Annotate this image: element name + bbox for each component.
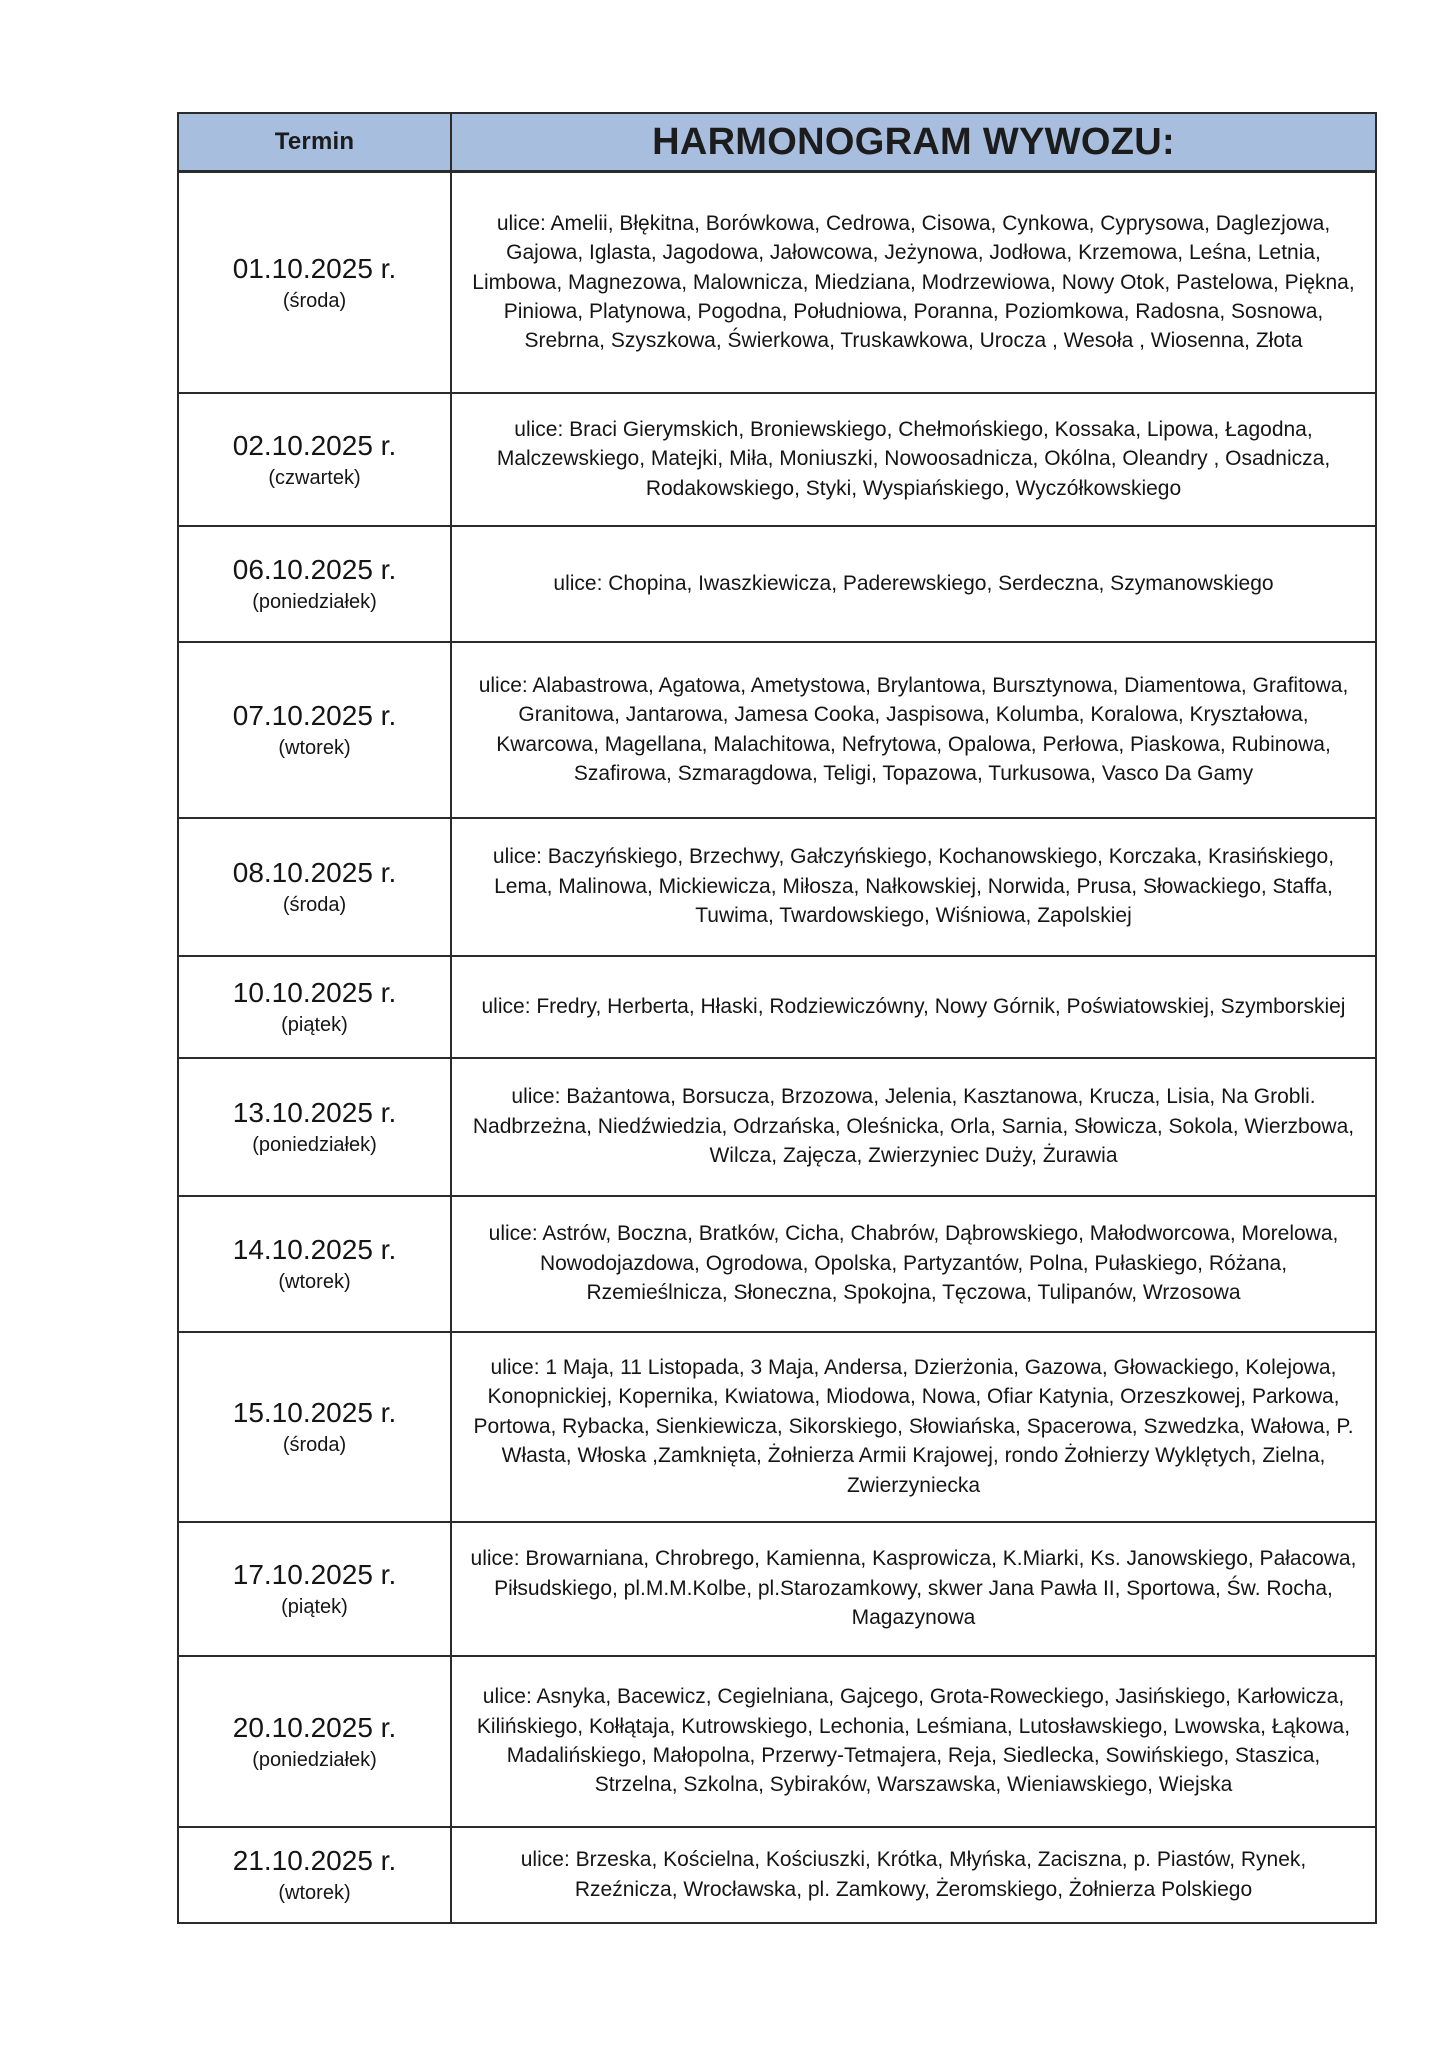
- collection-date: 07.10.2025 r.: [232, 700, 397, 731]
- weekday-label: (środa): [282, 894, 347, 916]
- collection-date: 02.10.2025 r.: [232, 429, 397, 461]
- weekday-label: (środa): [282, 1434, 347, 1456]
- date-cell: [178, 1196, 451, 1332]
- collection-date: 17.10.2025 r.: [232, 1559, 397, 1590]
- streets-cell: ulice: 1 Maja, 11 Listopada, 3 Maja, Andersa, Dzierżonia, Gazowa, Głowackiego, Kolejowa, Konopnickiej, Kopernika, Kwiatowa, Miodowa, Nowa, Ofiar Katynia, Orzeszkowej, Parkowa, Portowa, Rybacka, Sienkiewicza, Sikorskiego, Słowiańska, Spacerowa, Szwedzka, Wałowa, P. Własta, Włoska ,Zamknięta, Żołnierza Armii Krajowej, rondo Żołnierzy Wyklętych, Zielna, Zwierzyniecka: [451, 1332, 1376, 1522]
- weekday-label: (poniedziałek): [252, 1748, 377, 1771]
- streets-cell: ulice: Asnyka, Bacewicz, Cegielniana, Gajcego, Grota-Roweckiego, Jasińskiego, Karłowicza, Kilińskiego, Kołłątaja, Kutrowskiego, Lechonia, Leśmiana, Lutosławskiego, Lwowska, Łąkowa, Madalińskiego, Małopolna, Przerwy-Tetmajera, Reja, Siedlecka, Sowińskiego, Staszica, Strzelna, Szkolna, Sybiraków, Warszawska, Wieniawskiego, Wiejska: [451, 1656, 1376, 1827]
- table-row: [178, 956, 1376, 1058]
- weekday-label: (wtorek): [278, 1271, 351, 1293]
- date-cell: [178, 956, 451, 1058]
- table-row: [178, 642, 1376, 818]
- streets-cell: ulice: Fredry, Herberta, Hłaski, Rodziewiczówny, Nowy Górnik, Poświatowskiej, Szymborskiej: [451, 956, 1376, 1058]
- table-header-row: [178, 113, 1376, 172]
- collection-date: 06.10.2025 r.: [232, 554, 397, 585]
- weekday-label: (piątek): [281, 1014, 348, 1036]
- weekday-label: (wtorek): [278, 737, 351, 759]
- termin-column-header: Termin: [178, 113, 451, 172]
- weekday-label: (czwartek): [268, 466, 361, 489]
- collection-date: 14.10.2025 r.: [232, 1234, 397, 1265]
- table-row: [178, 1656, 1376, 1827]
- weekday-label: (piątek): [281, 1596, 348, 1618]
- date-cell: [178, 393, 451, 526]
- streets-cell: ulice: Amelii, Błękitna, Borówkowa, Cedrowa, Cisowa, Cynkowa, Cyprysowa, Daglezjowa, Gajowa, Iglasta, Jagodowa, Jałowcowa, Jeżynowa, Jodłowa, Krzemowa, Leśna, Letnia, Limbowa, Magnezowa, Malownicza, Miedziana, Modrzewiowa, Nowy Otok, Pastelowa, Piękna, Piniowa, Platynowa, Pogodna, Południowa, Poranna, Poziomkowa, Radosna, Sosnowa, Srebrna, Szyszkowa, Świerkowa, Truskawkowa, Urocza , Wesoła , Wiosenna, Złota: [451, 172, 1376, 393]
- streets-cell: ulice: Chopina, Iwaszkiewicza, Paderewskiego, Serdeczna, Szymanowskiego: [451, 526, 1376, 642]
- streets-cell: ulice: Astrów, Boczna, Bratków, Cicha, Chabrów, Dąbrowskiego, Małodworcowa, Morelowa, Nowodojazdowa, Ogrodowa, Opolska, Partyzantów, Polna, Pułaskiego, Różana, Rzemieślnicza, Słoneczna, Spokojna, Tęczowa, Tulipanów, Wrzosowa: [451, 1196, 1376, 1332]
- weekday-label: (poniedziałek): [252, 591, 377, 613]
- weekday-label: (poniedziałek): [252, 1134, 377, 1156]
- streets-cell: ulice: Alabastrowa, Agatowa, Ametystowa, Brylantowa, Bursztynowa, Diamentowa, Grafitowa, Granitowa, Jantarowa, Jamesa Cooka, Jaspisowa, Kolumba, Koralowa, Kryształowa, Kwarcowa, Magellana, Malachitowa, Nefrytowa, Opalowa, Perłowa, Piaskowa, Rubinowa, Szafirowa, Szmaragdowa, Teligi, Topazowa, Turkusowa, Vasco Da Gamy: [451, 642, 1376, 818]
- schedule-title: HARMONOGRAM WYWOZU:: [451, 113, 1376, 172]
- collection-date: 08.10.2025 r.: [232, 857, 397, 888]
- table-row: [178, 1196, 1376, 1332]
- streets-cell: ulice: Baczyńskiego, Brzechwy, Gałczyńskiego, Kochanowskiego, Korczaka, Krasińskiego, Lema, Malinowa, Mickiewicza, Miłosza, Nałkowskiej, Norwida, Prusa, Słowackiego, Staffa, Tuwima, Twardowskiego, Wiśniowa, Zapolskiej: [451, 818, 1376, 956]
- collection-date: 13.10.2025 r.: [232, 1097, 397, 1128]
- table-row: [178, 393, 1376, 526]
- date-cell: [178, 1656, 451, 1827]
- date-cell: [178, 1827, 451, 1923]
- streets-cell: ulice: Browarniana, Chrobrego, Kamienna, Kasprowicza, K.Miarki, Ks. Janowskiego, Pałacowa, Piłsudskiego, pl.M.M.Kolbe, pl.Starozamkowy, skwer Jana Pawła II, Sportowa, Św. Rocha, Magazynowa: [451, 1522, 1376, 1656]
- collection-date: 20.10.2025 r.: [232, 1711, 397, 1743]
- date-cell: [178, 818, 451, 956]
- weekday-label: (wtorek): [278, 1882, 351, 1904]
- table-row: [178, 1827, 1376, 1923]
- table-row: [178, 1522, 1376, 1656]
- schedule-table: [177, 112, 1377, 1924]
- date-cell: [178, 1058, 451, 1196]
- collection-date: 15.10.2025 r.: [232, 1397, 397, 1428]
- table-row: [178, 1058, 1376, 1196]
- collection-date: 21.10.2025 r.: [232, 1845, 397, 1876]
- streets-cell: ulice: Brzeska, Kościelna, Kościuszki, Krótka, Młyńska, Zaciszna, p. Piastów, Rynek, Rzeźnicza, Wrocławska, pl. Zamkowy, Żeromskiego, Żołnierza Polskiego: [451, 1827, 1376, 1923]
- date-cell: [178, 1332, 451, 1522]
- weekday-label: (środa): [282, 289, 347, 312]
- date-cell: [178, 1522, 451, 1656]
- streets-cell: ulice: Bażantowa, Borsucza, Brzozowa, Jelenia, Kasztanowa, Krucza, Lisia, Na Grobli. Nadbrzeżna, Niedźwiedzia, Odrzańska, Oleśnicka, Orla, Sarnia, Słowicza, Sokola, Wierzbowa, Wilcza, Zajęcza, Zwierzyniec Duży, Żurawia: [451, 1058, 1376, 1196]
- date-cell: [178, 526, 451, 642]
- collection-date: 01.10.2025 r.: [232, 252, 397, 284]
- date-cell: [178, 172, 451, 393]
- collection-date: 10.10.2025 r.: [232, 977, 397, 1008]
- table-row: [178, 1332, 1376, 1522]
- streets-cell: ulice: Braci Gierymskich, Broniewskiego, Chełmońskiego, Kossaka, Lipowa, Łagodna, Malczewskiego, Matejki, Miła, Moniuszki, Nowoosadnicza, Okólna, Oleandry , Osadnicza, Rodakowskiego, Styki, Wyspiańskiego, Wyczółkowskiego: [451, 393, 1376, 526]
- table-row: [178, 818, 1376, 956]
- date-cell: [178, 642, 451, 818]
- table-row: [178, 526, 1376, 642]
- table-row: [178, 172, 1376, 393]
